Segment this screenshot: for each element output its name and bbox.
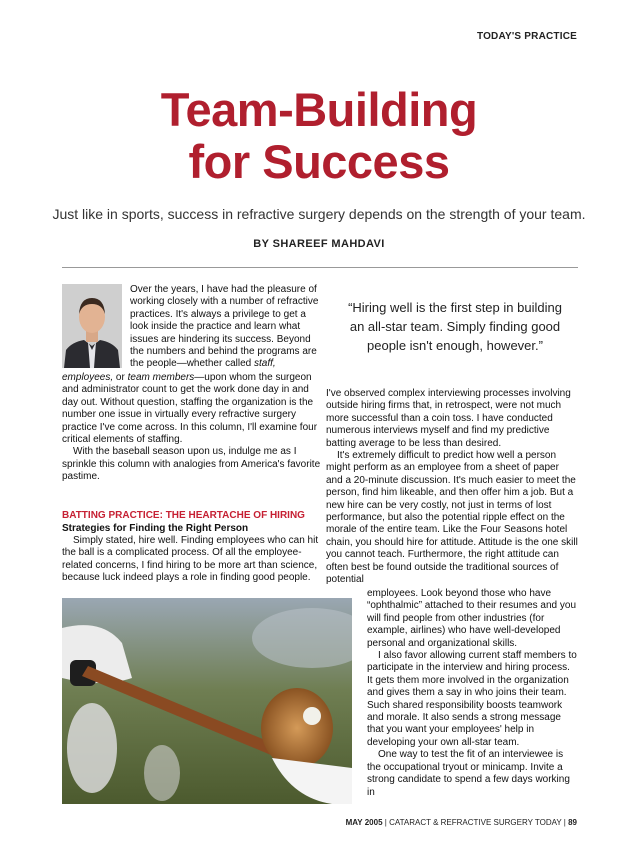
or-word: or xyxy=(115,372,125,383)
divider-rule xyxy=(62,267,578,268)
paragraph: employees. Look beyond those who have “ophthalmic” attached to their resumes and you will find people from other industries (for example, airlines) who have well-developed personal and organizational skills. xyxy=(367,588,576,649)
footer-separator: | xyxy=(384,818,387,827)
paragraph: Simply stated, hire well. Finding employees who can hit the ball is a complicated process. Of all the employee-related concerns, I find hiring to be more art than science, because luck indeed plays a role in finding good people. xyxy=(62,535,319,584)
section-heading: BATTING PRACTICE: THE HEARTACHE OF HIRING xyxy=(62,510,305,521)
footer-issue: MAY 2005 xyxy=(345,818,383,827)
byline: BY SHAREEF MAHDAVI xyxy=(253,238,385,250)
paragraph: I also favor allowing current staff members to participate in the interview and hiring process. It gets them more involved in the organization and gives them a say in who joins their team. Such shared responsibility boosts teamwork and morale. It also sends a strong message that you want your employees' help in developing your own all-star team. xyxy=(367,650,577,748)
intro-paragraph xyxy=(130,284,324,371)
baseball-photo xyxy=(62,598,352,804)
subheading: Strategies for Finding the Right Person xyxy=(62,523,249,534)
intro-staff-italic: staff, xyxy=(253,358,276,370)
article-title xyxy=(0,84,638,188)
footer-separator: | xyxy=(563,818,566,827)
paragraph xyxy=(62,372,324,446)
footer-journal: CATARACT & REFRACTIVE SURGERY TODAY xyxy=(389,818,562,827)
team-members-italic: team members xyxy=(127,372,195,383)
employees-italic: employees, xyxy=(62,372,114,383)
column-1-body xyxy=(62,372,324,484)
paragraph: With the baseball season upon us, indulge me as I sprinkle this column with analogies from America's favorite pastime. xyxy=(62,446,321,483)
page-number: 89 xyxy=(568,818,577,827)
column-2-continued xyxy=(367,588,578,799)
pull-quote: “Hiring well is the first step in building an all-star team. Simply finding good people isn't enough, however.” xyxy=(348,300,562,353)
title-line-1: Team-Building xyxy=(160,83,478,136)
article-deck: Just like in sports, success in refractive surgery depends on the strength of your team. xyxy=(52,206,586,222)
author-photo xyxy=(62,284,122,368)
column-1-continued xyxy=(62,535,324,585)
paragraph: One way to test the fit of an interviewee is the occupational tryout or minicamp. Invite a strong candidate to spend a few days working in xyxy=(367,749,570,798)
paragraph: It's extremely difficult to predict how well a person might perform as an employee from a sheet of paper and a 20-minute discussion. It's much easier to meet the person, find him likeable, and then offer him a job. But a new hire can be very costly, not just in terms of lost performance, but also the potential ripple effect on the morale of the entire team. Like the Four Seasons hotel chain, you should hire for attitude. Attitude is the one skill you cannot teach. Furthermore, the right attitude can often best be found outside the traditional sources of potential xyxy=(326,450,578,586)
page-footer xyxy=(346,818,577,827)
column-2-body xyxy=(326,388,578,587)
paragraph: I've observed complex interviewing processes involving outside hiring firms that, in retrospect, were not much more successful than a coin toss. I have conducted numerous interviews myself and find my predictive batting average to be less than desired. xyxy=(326,388,571,449)
paragraph-text: —upon whom the surgeon and administrator count to get the work done day in and day out. Without question, staffing the organization is the number one issue in virtually every refractive surgery practice I've come across. In this column, I'll examine four critical elements of staffing. xyxy=(62,372,318,446)
section-kicker: TODAY'S PRACTICE xyxy=(476,31,577,42)
title-line-2: for Success xyxy=(188,135,450,188)
intro-text: Over the years, I have had the pleasure of working closely with a number of refractive practices. It's always a privilege to get a look inside the practice and learn what issues are hindering its success. Beyond the numbers and behind the programs are the people—whether called xyxy=(130,284,319,370)
